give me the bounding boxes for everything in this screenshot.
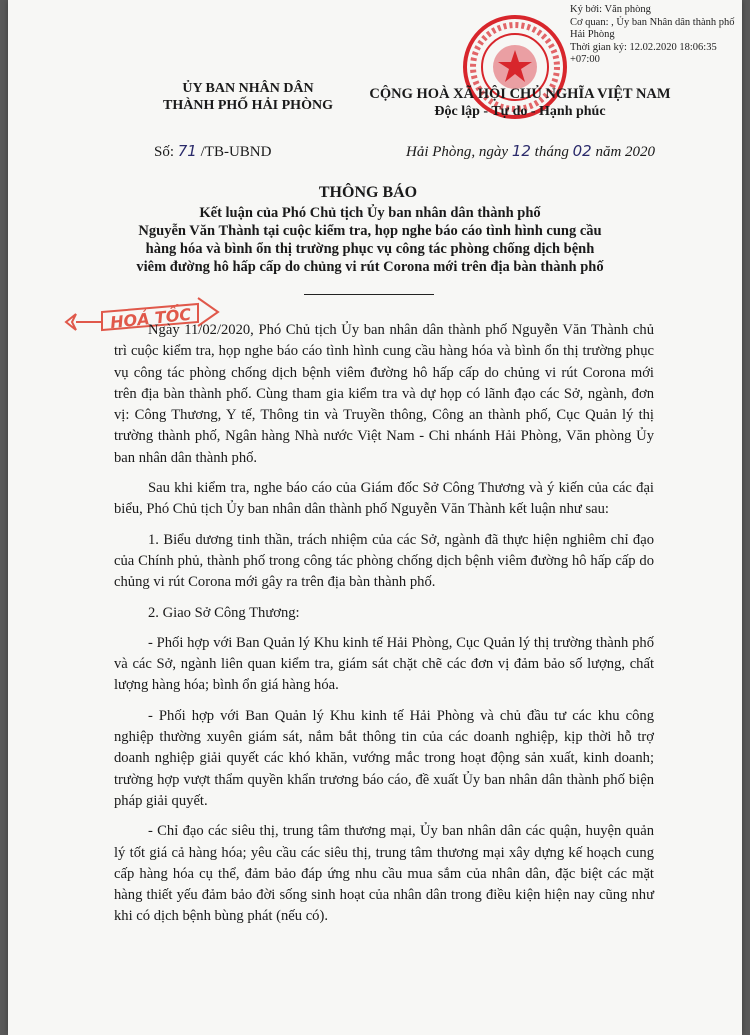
subtitle-line: viêm đường hô hấp cấp do chủng vi rút Corona mới trên địa bàn thành phố (136, 259, 604, 275)
title-underline (304, 294, 434, 295)
signature-signer: Ký bởi: Văn phòng (570, 4, 651, 15)
subtitle-line: Nguyễn Văn Thành tại cuộc kiểm tra, họp nghe báo cáo tình hình cung cầu (138, 223, 602, 239)
body-paragraph: Ngày 11/02/2020, Phó Chủ tịch Ủy ban nhân dân thành phố Nguyễn Văn Thành chủ trì cuộc kiểm tra, họp nghe báo cáo tình hình cung cầu hàng hóa và bình ổn thị trường phục vụ công tác phòng chống dịch bệnh viêm đường hô hấp cấp do chủng vi rút Corona mới trên địa bàn thành phố. Cùng tham gia kiểm tra và dự họp có lãnh đạo các Sở, ngành, đơn vị: Công Thương, Y tế, Thông tin và Truyền thông, Công an thành phố, Cục Quản lý thị trường thành phố, Ngân hàng Nhà nước Việt Nam - Chi nhánh Hải Phòng, Văn phòng Ủy ban nhân dân thành phố. (114, 322, 654, 466)
subtitle-line: hàng hóa và bình ổn thị trường phục vụ công tác phòng chống dịch bệnh (145, 241, 595, 257)
date-month-label: tháng (534, 144, 569, 160)
issuer-header (118, 80, 378, 114)
date-place: Hải Phòng, ngày (406, 144, 509, 160)
body-paragraph: - Chỉ đạo các siêu thị, trung tâm thương mại, Ủy ban nhân dân các quận, huyện quản lý tốt giá cả hàng hóa; yêu cầu các siêu thị, trung tâm thương mại xây dựng kế hoạch cung cấp hàng hóa cụ thể, đảm bảo đáp ứng nhu cầu mua sắm của nhân dân, đặc biệt các mặt hàng thiết yếu đảm bảo đời sống sinh hoạt của nhân dân trong điều kiện hiện nay cũng như khi có dịch bệnh bùng phát (nếu có). (114, 823, 654, 925)
date-month: 02 (572, 142, 592, 160)
doc-number-suffix: /TB-UBND (200, 144, 272, 160)
urgent-stamp-text: HOẢ TỐC (109, 304, 193, 333)
document-page (8, 0, 742, 1035)
date-year: năm 2020 (595, 144, 656, 160)
national-motto: Độc lập - Tự do - Hạnh phúc (434, 104, 606, 119)
digital-signature-info (570, 4, 748, 67)
body-paragraph: Sau khi kiểm tra, nghe báo cáo của Giám đốc Sở Công Thương và ý kiến của các đại biểu, Phó Chủ tịch Ủy ban nhân dân thành phố Nguyễn Văn Thành kết luận như sau: (114, 480, 654, 518)
document-subtitle (100, 204, 640, 276)
doc-number-prefix: Số: (154, 144, 175, 160)
body-paragraph: 1. Biểu dương tinh thần, trách nhiệm của các Sở, ngành đã thực hiện nghiêm chỉ đạo của Chính phủ, thành phố trong công tác phòng chống dịch bệnh viêm đường hô hấp cấp do chủng vi rút Corona mới gây ra trên địa bàn thành phố. (114, 531, 654, 591)
national-header (360, 86, 680, 120)
signature-agency: Cơ quan: , Ủy ban Nhân dân thành phố Hải Phòng (570, 16, 735, 40)
subtitle-line: Kết luận của Phó Chủ tịch Ủy ban nhân dân thành phố (199, 205, 541, 221)
signature-time: Thời gian ký: 12.02.2020 18:06:35 +07:00 (570, 41, 717, 65)
document-number (154, 142, 271, 161)
body-paragraph: 2. Giao Sở Công Thương: (148, 604, 300, 621)
date-day: 12 (511, 142, 531, 160)
national-title: CỘNG HOÀ XÃ HỘI CHỦ NGHĨA VIỆT NAM (369, 86, 671, 102)
document-title: THÔNG BÁO (318, 184, 418, 201)
body-paragraph: - Phối hợp với Ban Quản lý Khu kinh tế Hải Phòng và chủ đầu tư các khu công nghiệp thường xuyên giám sát, nắm bắt thông tin của các doanh nghiệp, kịp thời hỗ trợ doanh nghiệp giải quyết các khó khăn, vướng mắc trong hoạt động sản xuất, kinh doanh; trường hợp vượt thẩm quyền khẩn trương báo cáo, đề xuất Ủy ban nhân dân thành phố biện pháp giải quyết. (114, 707, 654, 809)
document-body (114, 320, 654, 937)
doc-number-value: 71 (177, 142, 197, 160)
document-date (406, 142, 655, 161)
body-paragraph: - Phối hợp với Ban Quản lý Khu kinh tế Hải Phòng, Cục Quản lý thị trường thành phố và các Sở, ngành liên quan kiểm tra, giám sát chặt chẽ các đơn vị đảm bảo số lượng, chất lượng hàng hóa; bình ổn giá hàng hóa. (114, 634, 654, 694)
issuer-line-2: THÀNH PHỐ HẢI PHÒNG (163, 98, 333, 113)
issuer-line-1: ỦY BAN NHÂN DÂN (182, 81, 314, 96)
